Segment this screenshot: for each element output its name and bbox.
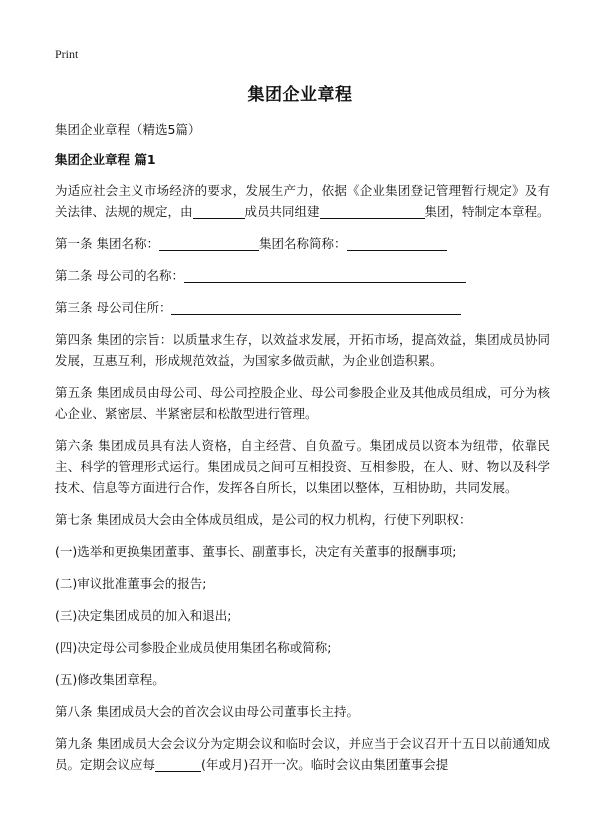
paragraph-article-5: 第五条 集团成员由母公司、母公司控股企业、母公司参股企业及其他成员组成，可分为核心企业、紧密层、半紧密层和松散型进行管理。	[55, 385, 550, 421]
paragraph-article-6: 第六条 集团成员具有法人资格，自主经营、自负盈亏。集团成员以资本为纽带，依靠民主、科学的管理形式运行。集团成员之间可互相投资、互相参股，在人、财、物以及科学技术、信息等方面进行合作，发挥各自所长，以集团以整体，互相协助，共同发展。	[55, 438, 550, 495]
page-title: 集团企业章程	[247, 85, 353, 105]
preamble-text-3: 集团，特制定本章程。	[424, 204, 550, 219]
document-subtitle: 集团企业章程（精选5篇）	[55, 122, 201, 137]
paragraph-article-4: 第四条 集团的宗旨：以质量求生存，以效益求发展，开拓市场，提高效益，集团成员协同发展，互惠互利，形成规范效益，为国家多做贡献，为企业创造积累。	[55, 332, 550, 368]
paragraph-article-3	[55, 297, 550, 318]
paragraph-article-8: 第八条 集团成员大会的首次会议由母公司董事长主持。	[55, 704, 359, 719]
list-item-powers-1: (一)选举和更换集团董事、董事长、副董事长，决定有关董事的报酬事项;	[55, 544, 457, 559]
list-item-powers-5: (五)修改集团章程。	[55, 672, 165, 687]
paragraph-article-9	[55, 733, 550, 775]
article-9-text-1: 第九条 集团成员大会会议分为定期会议和临时会议，并应当于会议召开十五日以前通知成员。定期会议应每	[55, 736, 550, 772]
blank-parent-company-address	[171, 300, 461, 315]
list-item-powers-2: (二)审议批准董事会的报告;	[55, 576, 207, 591]
blank-meeting-frequency	[155, 757, 201, 772]
list-item-powers-3: (三)决定集团成员的加入和退出;	[55, 608, 232, 623]
blank-group-name	[320, 204, 425, 219]
document-body	[55, 180, 550, 786]
paragraph-article-7: 第七条 集团成员大会由全体成员组成，是公司的权力机构，行使下列职权：	[55, 512, 472, 527]
paragraph-preamble	[55, 180, 550, 222]
blank-group-short-name	[347, 236, 447, 251]
list-item-powers-4: (四)决定母公司参股企业成员使用集团名称或简称;	[55, 640, 332, 655]
section-heading: 集团企业章程 篇1	[55, 152, 156, 167]
blank-founders	[193, 204, 245, 219]
paragraph-article-1	[55, 233, 550, 254]
article-1-short-label: 集团名称简称：	[258, 236, 347, 251]
article-3-label: 第三条 母公司住所：	[55, 300, 172, 315]
preamble-text-2: 成员共同组建	[244, 204, 320, 219]
article-2-label: 第二条 母公司的名称：	[55, 268, 184, 283]
print-link[interactable]: Print	[55, 47, 79, 61]
preamble-text-1: 为适应社会主义市场经济的要求，发展生产力，依据《企业集团登记管理暂行规定》及有关法律、法规的规定，由	[55, 183, 550, 219]
article-9-text-2: (年或月)召开一次。临时会议由集团董事会提	[201, 757, 449, 772]
blank-group-name-field	[159, 236, 259, 251]
article-1-label: 第一条 集团名称：	[55, 236, 159, 251]
blank-parent-company-name	[184, 268, 466, 283]
paragraph-article-2	[55, 265, 550, 286]
